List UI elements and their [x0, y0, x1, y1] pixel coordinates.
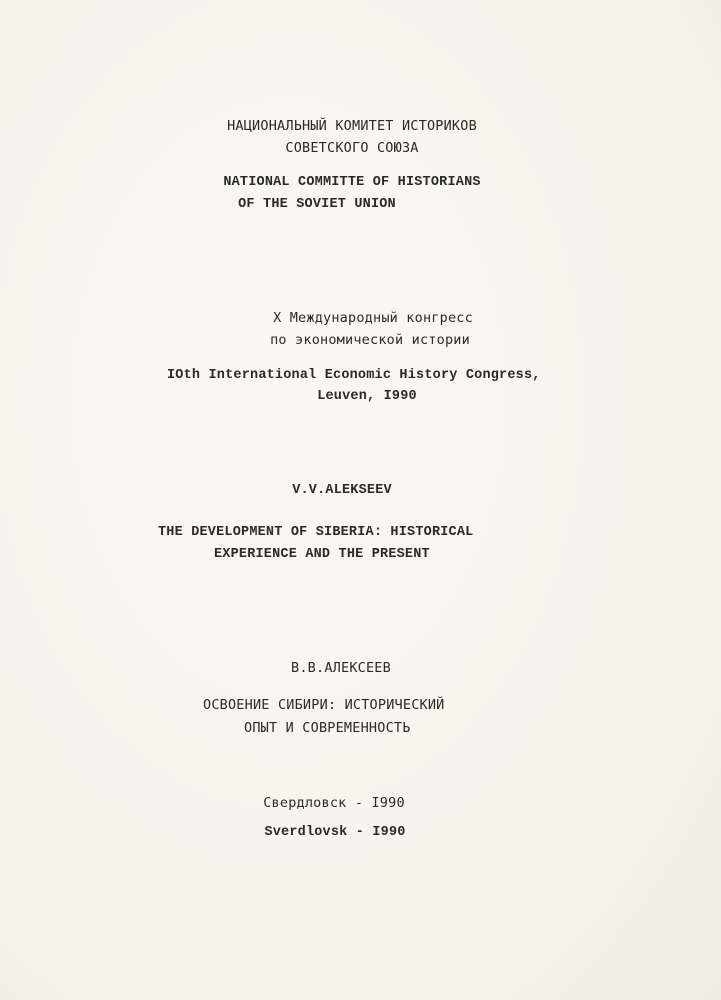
author-ru: В.В.АЛЕКСЕЕВ [291, 660, 391, 676]
author-en: V.V.ALEKSEEV [292, 483, 392, 498]
committee-ru-line1: НАЦИОНАЛЬНЫЙ КОМИТЕТ ИСТОРИКОВ [227, 118, 477, 134]
title-en-line1: THE DEVELOPMENT OF SIBERIA: HISTORICAL [158, 525, 474, 540]
title-ru-line1: ОСВОЕНИЕ СИБИРИ: ИСТОРИЧЕСКИЙ [203, 697, 445, 713]
congress-en-line2: Leuven, I990 [317, 389, 417, 404]
congress-ru-line2: по экономической истории [270, 332, 470, 348]
imprint-ru: Свердловск - I990 [263, 795, 405, 811]
committee-ru-line2: СОВЕТСКОГО СОЮЗА [285, 140, 419, 156]
committee-en-line1: NATIONAL COMMITTE OF HISTORIANS [223, 175, 481, 190]
title-en-line2: EXPERIENCE AND THE PRESENT [214, 547, 430, 562]
congress-en-line1: IOth International Economic History Congress, [167, 368, 541, 383]
imprint-en: Sverdlovsk - I990 [264, 825, 406, 840]
title-ru-line2: ОПЫТ И СОВРЕМЕННОСТЬ [244, 720, 411, 736]
congress-ru-line1: X Международный конгресс [273, 310, 473, 326]
committee-en-line2: OF THE SOVIET UNION [238, 197, 396, 212]
